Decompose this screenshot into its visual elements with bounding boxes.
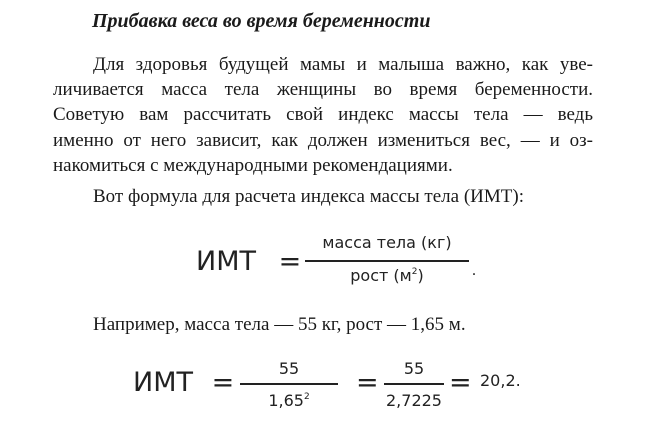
example-denominator-1-base: 1,65 [268,391,304,410]
fraction-bar [240,383,338,385]
formula-intro-paragraph [53,184,593,209]
equals-sign: = [356,367,379,398]
paragraph-line: Советую вам рассчитать свой индекс массы тела — ведь [53,104,593,126]
example-result: 20,2. [480,371,521,390]
paragraph-line: именно от него зависит, как должен измениться вес, — и оз- [53,129,593,151]
paragraph-line: Например, масса тела — 55 кг, рост — 1,65 м. [93,314,466,335]
formula-period: . [472,262,476,279]
example-denominator-1 [240,391,338,410]
formula-numerator: масса тела (кг) [322,233,452,252]
equals-sign: = [449,367,472,398]
equals-sign: = [211,367,235,398]
example-numerator-1: 55 [278,359,300,378]
formula-denominator-exponent: 2 [411,267,418,277]
formula-lhs-label: ИМТ [196,246,256,277]
example-paragraph [53,312,593,337]
fraction-bar [305,260,469,262]
example-denominator-2: 2,7225 [386,391,442,410]
example-denominator-1-exponent: 2 [303,392,310,402]
paragraph-line: накомиться с международными рекомендациями. [53,154,453,176]
paragraph-line: личивается масса тела женщины во время беременности. [53,79,593,101]
fraction-bar [384,383,444,385]
example-numerator-2: 55 [403,359,425,378]
section-heading: Прибавка веса во время беременности [92,10,431,32]
formula-lhs [196,246,301,277]
paragraph-line: Для здоровья будущей мамы и малыша важно, как уве- [93,54,593,75]
formula-lhs-label: ИМТ [133,367,193,398]
intro-paragraph [53,52,593,178]
paragraph-line: Вот формула для расчета индекса массы тела (ИМТ): [93,186,524,207]
formula-denominator-close: ) [417,266,424,285]
equals-sign: = [278,246,302,277]
formula-lhs [133,367,234,398]
formula-denominator-base: рост (м [350,266,412,285]
formula-denominator [307,266,467,285]
